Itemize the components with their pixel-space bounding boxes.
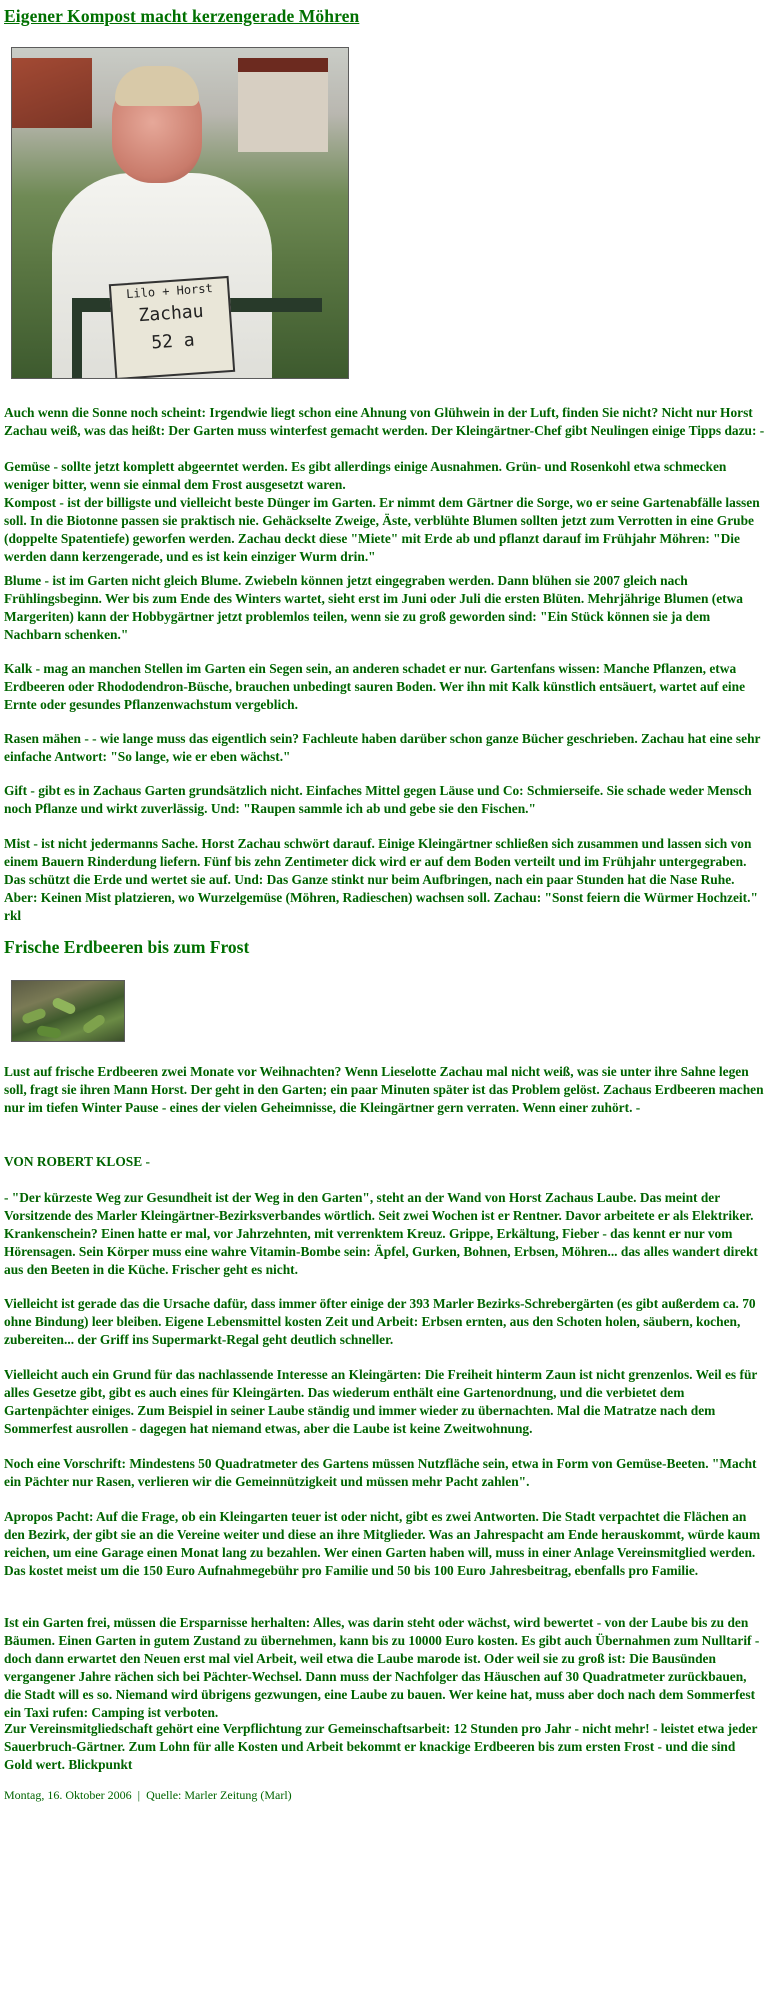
photo-fence-post [72,298,82,378]
gardener-photo [11,47,349,379]
paragraph: Mist - ist nicht jedermanns Sache. Horst Zachau schwört darauf. Einige Kleingärtner schließen sich zusammen und lassen sich von einem Bauern Rinderdung liefern. Fünf bis zehn Zentimeter dick wird er auf dem Boden verteilt und im Frühjahr untergegraben. Das schützt die Erde und wertet sie auf. Und: Das Ganze stinkt nur beim Aufbringen, nach ein paar Stunden hat die Nase Ruhe. Aber: Keinen Mist platzieren, wo Wurzelgemüse (Möhren, Radieschen) wachsen soll. Zachau: "Sonst feiern die Würmer Hochzeit." rkl [4,836,758,923]
paragraph: Blume - ist im Garten nicht gleich Blume. Zwiebeln können jetzt eingegraben werden. Dann blühen sie 2007 gleich nach Frühlingsbeginn. Wer bis zum Ende des Winters wartet, sieht erst im Juni oder Juli die ersten Blüten. Mehrjährige Blumen (etwa Margeriten) kann der Hobbygärtner jetzt problemlos teilen, wenn sie zu groß geworden sind: "Ein Stück können sie ja dem Nachbarn schenken." [4,573,743,642]
paragraph: Zur Vereinsmitgliedschaft gehört eine Verpflichtung zur Gemeinschaftsarbeit: 12 Stunden pro Jahr - nicht mehr! - leistet etwa jeder Sauerbruch-Gärtner. Zum Lohn für alle Kosten und Arbeit bekommt er knackige Erdbeeren bis zum ersten Frost - und die sind Gold wert. Blickpunkt [4,1721,758,1772]
paragraph: Vielleicht ist gerade das die Ursache dafür, dass immer öfter einige der 393 Marler Bezirks-Schrebergärten (es gibt außerdem ca. 70 ohne Bindung) leer bleiben. Eigene Lebensmittel kosten Zeit und Arbeit: Erbsen ernten, aus den Schoten holen, säubern, kochen, zubereiten... der Griff ins Supermarkt-Regal geht deutlich schneller. [4,1296,756,1347]
paragraph: Noch eine Vorschrift: Mindestens 50 Quadratmeter des Gartens müssen Nutzfläche sein, etwa in Form von Gemüse-Beeten. "Macht ein Pächter nur Rasen, verlieren wir die Gemeinnützigkeit und müssen mehr Pacht zahlen". [4,1456,757,1489]
paragraph: Gift - gibt es in Zachaus Garten grundsätzlich nicht. Einfaches Mittel gegen Läuse und Co: Schmierseife. Sie schade weder Mensch noch Pflanze und wirkt zuverlässig. Und: "Raupen sammle ich ab und gebe sie den Fischen." [4,783,752,816]
paragraph: Gemüse - sollte jetzt komplett abgeerntet werden. Es gibt allerdings einige Ausnahmen. Grün- und Rosenkohl etwa schmecken weniger bitter, wenn sie einmal dem Frost ausgesetzt waren. [4,459,727,492]
sign-line: Lilo + Horst [125,281,214,302]
footer-source: Quelle: Marler Zeitung (Marl) [146,1788,292,1802]
photo-person-hair [115,66,199,106]
photo-leaf [51,996,77,1015]
paragraph: Vielleicht auch ein Grund für das nachlassende Interesse an Kleingärten: Die Freiheit hinterm Zaun ist nicht grenzenlos. Weil es für alles Gesetze gibt, gibt es auch eines für Kleingärten. Das wiederum enthält eine Gartenordnung, und die verbietet dem Gartenpächter einiges. Zum Beispiel in seiner Laube ständig und immer wieder zu übernachten. Mal die Matratze nach dem Sommerfest ausrollen - dagegen hat niemand etwas, aber die Laube ist keine Zweitwohnung. [4,1367,758,1436]
photo-house-left [12,58,92,128]
sign-line: Zachau [137,300,205,327]
photo-leaf [36,1025,61,1039]
photo-leaf [21,1007,47,1025]
footer-separator: | [137,1788,141,1802]
paragraph: Lust auf frische Erdbeeren zwei Monate vor Weihnachten? Wenn Lieselotte Zachau mal nicht weiß, was sie unter ihre Sahne legen soll, fragt sie ihren Mann Horst. Der geht in den Garten; ein paar Minuten später ist das Problem gelöst. Zachaus Erdbeeren machen nur im tiefen Winter Pause - eines der vielen Geheimnisse, die Kleingärtner gern verraten. Wenn einer zuhört. - [4,1064,764,1115]
sign-line: 52 a [150,329,196,354]
article-title: Eigener Kompost macht kerzengerade Möhren [4,6,360,26]
footer-date: Montag, 16. Oktober 2006 [4,1788,132,1802]
paragraph: Auch wenn die Sonne noch scheint: Irgendwie liegt schon eine Ahnung von Glühwein in der Luft, finden Sie nicht? Nicht nur Horst Zachau weiß, was das heißt: Der Garten muss winterfest gemacht werden. Der Kleingärtner-Chef gibt Neulingen einige Tipps dazu: - [4,405,765,438]
paragraph: Kompost - ist der billigste und vielleicht beste Dünger im Garten. Er nimmt dem Gärtner die Sorge, wo er seine Gartenabfälle lassen soll. In die Biotonne passen sie praktisch nie. Gehäckselte Zweige, Äste, verblühte Blumen sollten jetzt zum Verrotten in eine Grube (doppelte Spatentiefe) geworfen werden. Zachau deckt diese "Miete" mit Erde ab und pflanzt darauf im Frühjahr Möhren: "Die werden dann kerzengerade, und es ist kein einziger Wurm drin." [4,495,760,564]
paragraph: Kalk - mag an manchen Stellen im Garten ein Segen sein, an anderen schadet er nur. Gartenfans wissen: Manche Pflanzen, etwa Erdbeeren oder Rhododendron-Büsche, brauchen unbedingt sauren Boden. Wer ihn mit Kalk künstlich entsäuert, wartet auf eine Ernte oder gesundes Pflanzenwachstum vergeblich. [4,661,746,712]
photo-name-sign [109,276,235,379]
paragraph: - "Der kürzeste Weg zur Gesundheit ist der Weg in den Garten", steht an der Wand von Horst Zachaus Laube. Das meint der Vorsitzende des Marler Kleingärtner-Bezirksverbandes wörtlich. Seit zwei Wochen ist er Rentner. Davor arbeitete er als Elektriker. Krankenschein? Einen hatte er mal, vor Jahrzehnten, mit verrenktem Kreuz. Grippe, Erkältung, Fieber - das kennt er nur vom Hörensagen. Sein Körper muss eine wahre Vitamin-Bombe sein: Äpfel, Gurken, Bohnen, Erbsen, Möhren... das alles wandert direkt aus den Beeten in die Küche. Frischer geht es nicht. [4,1190,758,1277]
footer [4,1788,292,1803]
paragraph: Rasen mähen - - wie lange muss das eigentlich sein? Fachleute haben darüber schon ganze Bücher geschrieben. Zachau hat eine sehr einfache Antwort: "So lange, wie er eben wächst." [4,731,761,764]
section-title: Frische Erdbeeren bis zum Frost [4,937,250,957]
strawberry-photo [11,980,125,1042]
paragraph: Apropos Pacht: Auf die Frage, ob ein Kleingarten teuer ist oder nicht, gibt es zwei Antworten. Die Stadt verpachtet die Flächen an den Bezirk, der gibt sie an die Vereine weiter und diese an ihre Mitglieder. Was an Jahrespacht am Ende herauskommt, würde kaum reichen, um eine Garage einen Monat lang zu bezahlen. Wer einen Garten haben will, muss in einer Anlage Vereinsmitglied werden. Das kostet meist um die 150 Euro Aufnahmegebühr pro Familie und 50 bis 100 Euro Jahresbeitrag, ebenfalls pro Familie. [4,1509,761,1578]
photo-leaf [81,1013,106,1035]
paragraph: Ist ein Garten frei, müssen die Ersparnisse herhalten: Alles, was darin steht oder wächst, wird bewertet - von der Laube bis zu den Bäumen. Einen Garten in gutem Zustand zu übernehmen, kann bis zu 10000 Euro kosten. Es gibt auch Übernahmen zum Nulltarif - doch dann erwartet den Neuen erst mal viel Arbeit, weil etwa die Laube marode ist. Oder weil sie zu groß ist: Die Bausünden vergangener Jahre rächen sich bei Pächter-Wechsel. Dann muss der Nachfolger das Häuschen auf 30 Quadratmeter zurückbauen, die Stadt will es so. Niemand wird übrigens gezwungen, eine Laube zu bauen. Wer keine hat, muss aber doch nach dem Sommerfest ein Taxi rufen: Camping ist verboten. [4,1615,760,1720]
author-line: VON ROBERT KLOSE - [4,1154,150,1169]
photo-house-right [238,58,328,152]
